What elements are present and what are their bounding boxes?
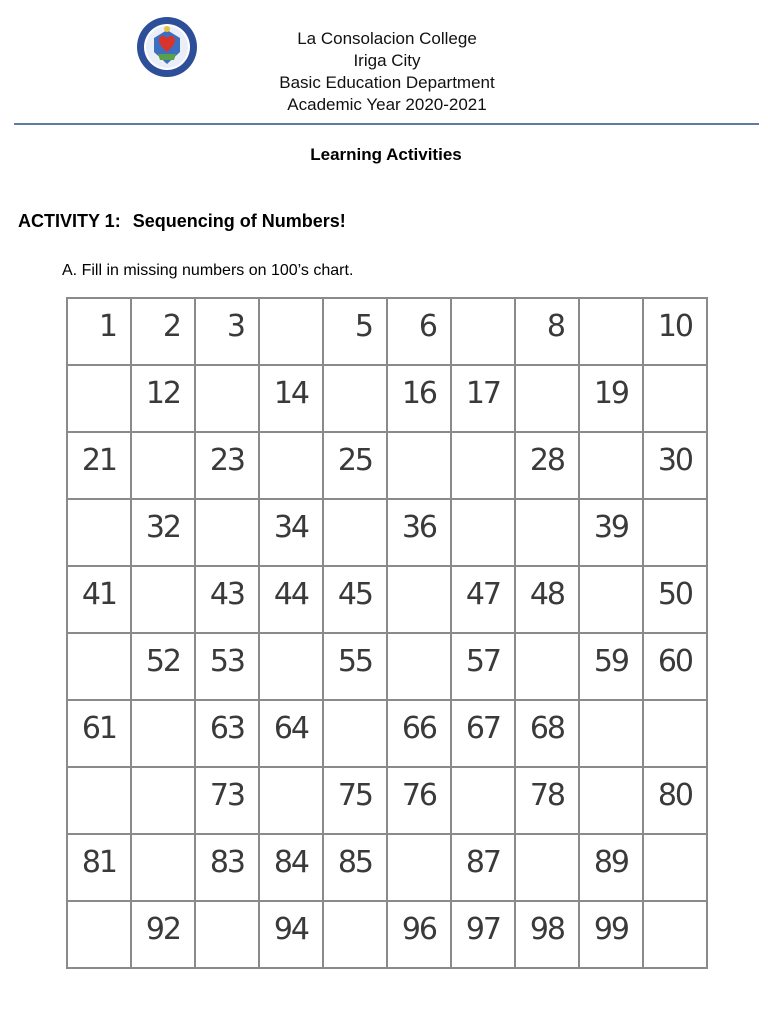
chart-cell-blank[interactable] (643, 365, 707, 432)
chart-cell-blank[interactable] (131, 834, 195, 901)
chart-cell: 47 (451, 566, 515, 633)
chart-cell: 23 (195, 432, 259, 499)
chart-cell: 98 (515, 901, 579, 968)
chart-cell: 99 (579, 901, 643, 968)
chart-cell-blank[interactable] (67, 767, 131, 834)
chart-cell: 17 (451, 365, 515, 432)
chart-cell: 1 (67, 298, 131, 365)
chart-cell: 96 (387, 901, 451, 968)
chart-cell: 14 (259, 365, 323, 432)
chart-cell-blank[interactable] (579, 566, 643, 633)
instruction-text: A. Fill in missing numbers on 100’s chart. (62, 262, 354, 279)
chart-cell: 6 (387, 298, 451, 365)
chart-cell-blank[interactable] (387, 633, 451, 700)
chart-cell: 44 (259, 566, 323, 633)
chart-cell: 36 (387, 499, 451, 566)
chart-cell-blank[interactable] (259, 633, 323, 700)
chart-cell-blank[interactable] (643, 499, 707, 566)
chart-cell-blank[interactable] (515, 834, 579, 901)
chart-cell: 2 (131, 298, 195, 365)
chart-cell-blank[interactable] (195, 365, 259, 432)
chart-row (67, 365, 707, 432)
chart-cell-blank[interactable] (323, 499, 387, 566)
chart-cell-blank[interactable] (323, 901, 387, 968)
chart-cell: 34 (259, 499, 323, 566)
school-name: La Consolacion College (297, 29, 477, 48)
header-divider (14, 123, 759, 125)
chart-cell: 75 (323, 767, 387, 834)
chart-cell: 84 (259, 834, 323, 901)
chart-cell: 85 (323, 834, 387, 901)
chart-cell: 12 (131, 365, 195, 432)
department: Basic Education Department (279, 73, 495, 92)
chart-cell: 21 (67, 432, 131, 499)
chart-row (67, 767, 707, 834)
chart-cell-blank[interactable] (451, 298, 515, 365)
chart-cell-blank[interactable] (131, 767, 195, 834)
chart-cell: 59 (579, 633, 643, 700)
chart-cell-blank[interactable] (451, 767, 515, 834)
chart-row (67, 700, 707, 767)
chart-cell-blank[interactable] (515, 365, 579, 432)
chart-cell: 41 (67, 566, 131, 633)
chart-cell-blank[interactable] (259, 298, 323, 365)
chart-cell: 43 (195, 566, 259, 633)
activity-name: Sequencing of Numbers! (132, 211, 346, 231)
chart-cell: 55 (323, 633, 387, 700)
hundreds-chart (66, 297, 708, 969)
chart-cell: 25 (323, 432, 387, 499)
chart-cell: 10 (643, 298, 707, 365)
chart-row (67, 633, 707, 700)
chart-cell: 76 (387, 767, 451, 834)
chart-cell: 68 (515, 700, 579, 767)
academic-year: Academic Year 2020-2021 (287, 95, 487, 114)
chart-cell-blank[interactable] (451, 432, 515, 499)
chart-cell-blank[interactable] (259, 432, 323, 499)
chart-cell: 16 (387, 365, 451, 432)
chart-cell: 94 (259, 901, 323, 968)
chart-cell-blank[interactable] (323, 700, 387, 767)
school-header (200, 28, 574, 116)
chart-cell: 28 (515, 432, 579, 499)
chart-cell-blank[interactable] (515, 633, 579, 700)
chart-cell-blank[interactable] (579, 298, 643, 365)
chart-cell-blank[interactable] (515, 499, 579, 566)
chart-cell: 50 (643, 566, 707, 633)
chart-cell: 64 (259, 700, 323, 767)
chart-cell-blank[interactable] (387, 566, 451, 633)
chart-cell: 52 (131, 633, 195, 700)
chart-cell: 57 (451, 633, 515, 700)
chart-row (67, 834, 707, 901)
chart-cell: 39 (579, 499, 643, 566)
chart-cell: 32 (131, 499, 195, 566)
chart-cell-blank[interactable] (451, 499, 515, 566)
chart-cell-blank[interactable] (259, 767, 323, 834)
chart-cell: 19 (579, 365, 643, 432)
chart-cell: 67 (451, 700, 515, 767)
chart-cell: 61 (67, 700, 131, 767)
chart-cell-blank[interactable] (131, 700, 195, 767)
chart-cell-blank[interactable] (579, 767, 643, 834)
chart-cell: 73 (195, 767, 259, 834)
chart-cell-blank[interactable] (643, 834, 707, 901)
chart-cell: 80 (643, 767, 707, 834)
chart-cell-blank[interactable] (579, 700, 643, 767)
chart-cell: 66 (387, 700, 451, 767)
chart-cell: 48 (515, 566, 579, 633)
chart-row (67, 901, 707, 968)
chart-cell: 83 (195, 834, 259, 901)
chart-cell-blank[interactable] (387, 432, 451, 499)
chart-cell-blank[interactable] (323, 365, 387, 432)
chart-cell: 53 (195, 633, 259, 700)
chart-cell: 81 (67, 834, 131, 901)
chart-cell-blank[interactable] (387, 834, 451, 901)
chart-cell-blank[interactable] (131, 432, 195, 499)
chart-row (67, 432, 707, 499)
chart-cell: 8 (515, 298, 579, 365)
chart-row (67, 298, 707, 365)
chart-cell-blank[interactable] (195, 499, 259, 566)
page-title: Learning Activities (310, 145, 462, 164)
chart-cell: 3 (195, 298, 259, 365)
chart-cell-blank[interactable] (67, 365, 131, 432)
chart-row (67, 499, 707, 566)
chart-cell-blank[interactable] (67, 633, 131, 700)
chart-cell: 78 (515, 767, 579, 834)
chart-cell: 30 (643, 432, 707, 499)
chart-cell: 45 (323, 566, 387, 633)
chart-cell: 63 (195, 700, 259, 767)
school-city: Iriga City (353, 51, 421, 70)
chart-cell: 60 (643, 633, 707, 700)
chart-cell-blank[interactable] (131, 566, 195, 633)
chart-cell: 87 (451, 834, 515, 901)
chart-cell-blank[interactable] (579, 432, 643, 499)
chart-cell-blank[interactable] (67, 499, 131, 566)
chart-cell: 89 (579, 834, 643, 901)
chart-cell-blank[interactable] (195, 901, 259, 968)
chart-cell: 5 (323, 298, 387, 365)
activity-number: ACTIVITY 1: (18, 211, 121, 231)
chart-cell-blank[interactable] (67, 901, 131, 968)
chart-cell-blank[interactable] (643, 700, 707, 767)
chart-row (67, 566, 707, 633)
school-seal-icon (136, 16, 198, 78)
activity-heading (18, 211, 346, 232)
chart-cell-blank[interactable] (643, 901, 707, 968)
chart-cell: 92 (131, 901, 195, 968)
chart-cell: 97 (451, 901, 515, 968)
